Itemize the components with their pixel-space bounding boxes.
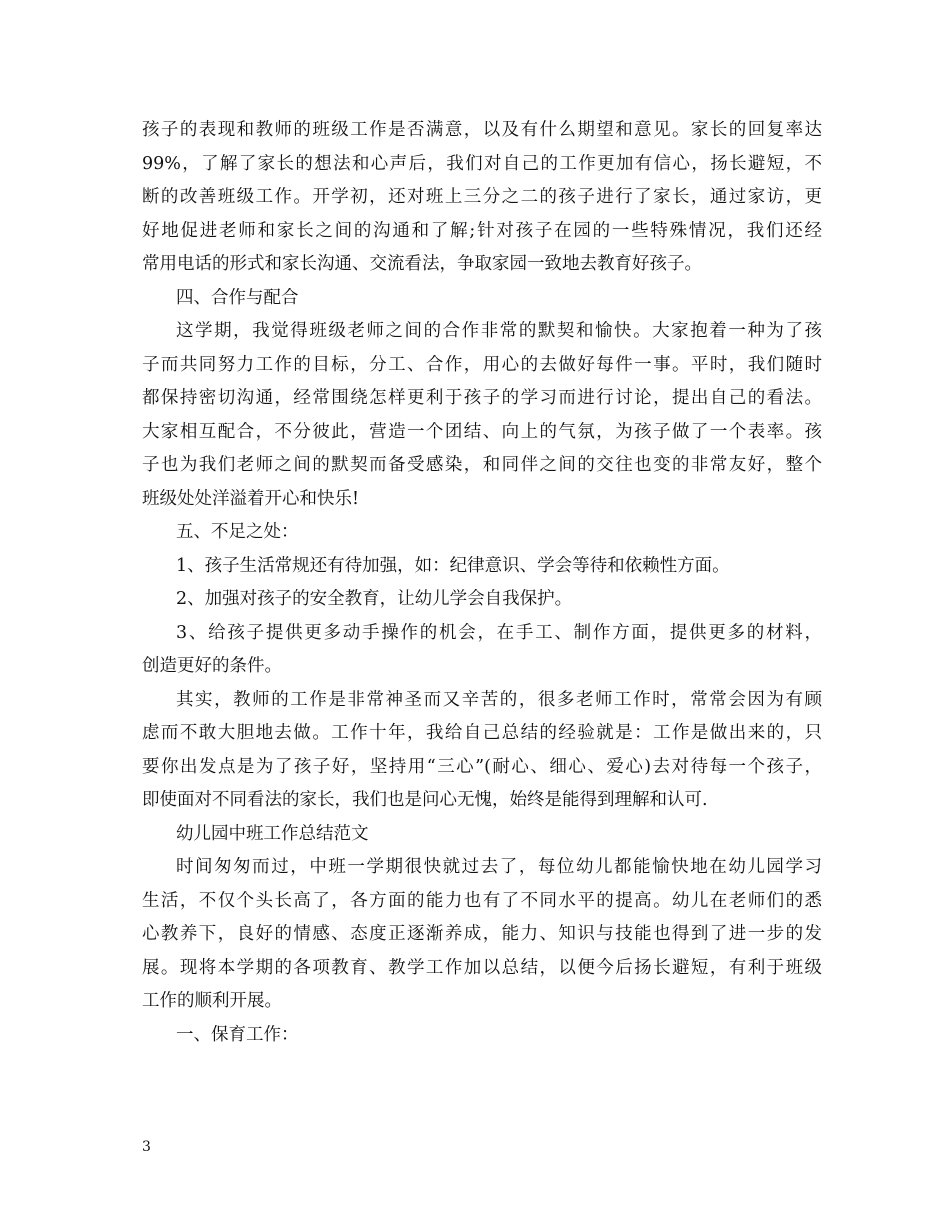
text-line: 要你出发点是为了孩子好，坚持用“三心”(耐心、细心、爱心)去对待每一个孩子， xyxy=(142,756,822,777)
text-line: 生活，不仅个头长高了，各方面的能力也有了不同水平的提高。幼儿在老师们的悉 xyxy=(142,890,822,911)
text-line: 99%，了解了家长的想法和心声后，我们对自己的工作更加有信心，扬长避短，不 xyxy=(142,153,822,174)
text-line: 大家相互配合，不分彼此，营造一个团结、向上的气氛，为孩子做了一个表率。孩 xyxy=(142,421,822,442)
text-line: 子也为我们老师之间的默契而备受感染，和同伴之间的交往也变的非常友好，整个 xyxy=(142,455,822,475)
text-line: 即使面对不同看法的家长，我们也是问心无愧，始终是能得到理解和认可. xyxy=(142,790,708,810)
text-line: 常用电话的形式和家长沟通、交流看法，争取家园一致地去教育好孩子。 xyxy=(142,254,702,274)
text-line: 虑而不敢大胆地去做。工作十年，我给自己总结的经验就是：工作是做出来的，只 xyxy=(142,723,822,743)
text-line: 好地促进老师和家长之间的沟通和了解;针对孩子在园的一些特殊情况，我们还经 xyxy=(142,220,822,241)
text-line: 孩子的表现和教师的班级工作是否满意，以及有什么期望和意见。家长的回复率达 xyxy=(142,120,822,140)
text-line: 其实，教师的工作是非常神圣而又辛苦的，很多老师工作时，常常会因为有顾 xyxy=(176,689,822,710)
text-line: 子而共同努力工作的目标，分工、合作，用心的去做好每件一事。平时，我们随时 xyxy=(142,354,822,375)
text-line: 创造更好的条件。 xyxy=(142,656,282,676)
page-number: 3 xyxy=(142,1139,151,1155)
text-line: 断的改善班级工作。开学初，还对班上三分之二的孩子进行了家长，通过家访，更 xyxy=(142,187,822,207)
list-item: 2、加强对孩子的安全教育，让幼儿学会自我保护。 xyxy=(176,589,573,609)
document-title: 幼儿园中班工作总结范文 xyxy=(176,823,369,844)
section-heading: 一、保育工作： xyxy=(176,1024,299,1045)
section-heading: 五、不足之处： xyxy=(176,522,299,542)
text-line: 工作的顺利开展。 xyxy=(142,991,282,1011)
text-line: 这学期，我觉得班级老师之间的合作非常的默契和愉快。大家抱着一种为了孩 xyxy=(176,321,822,341)
text-line: 时间匆匆而过，中班一学期很快就过去了，每位幼儿都能愉快地在幼儿园学习 xyxy=(176,857,822,877)
text-line: 心教养下，良好的情感、态度正逐渐养成，能力、知识与技能也得到了进一步的发 xyxy=(142,924,822,944)
section-heading: 四、合作与配合 xyxy=(176,287,299,308)
list-item: 3、给孩子提供更多动手操作的机会，在手工、制作方面，提供更多的材料， xyxy=(176,622,822,643)
text-line: 班级处处洋溢着开心和快乐! xyxy=(142,488,360,509)
text-line: 都保持密切沟通，经常围绕怎样更利于孩子的学习而进行讨论，提出自己的看法。 xyxy=(142,388,822,408)
document-body xyxy=(142,114,822,1052)
list-item: 1、孩子生活常规还有待加强，如：纪律意识、学会等待和依赖性方面。 xyxy=(176,555,730,576)
text-line: 展。现将本学期的各项教育、教学工作加以总结，以便今后扬长避短，有利于班级 xyxy=(142,957,822,978)
